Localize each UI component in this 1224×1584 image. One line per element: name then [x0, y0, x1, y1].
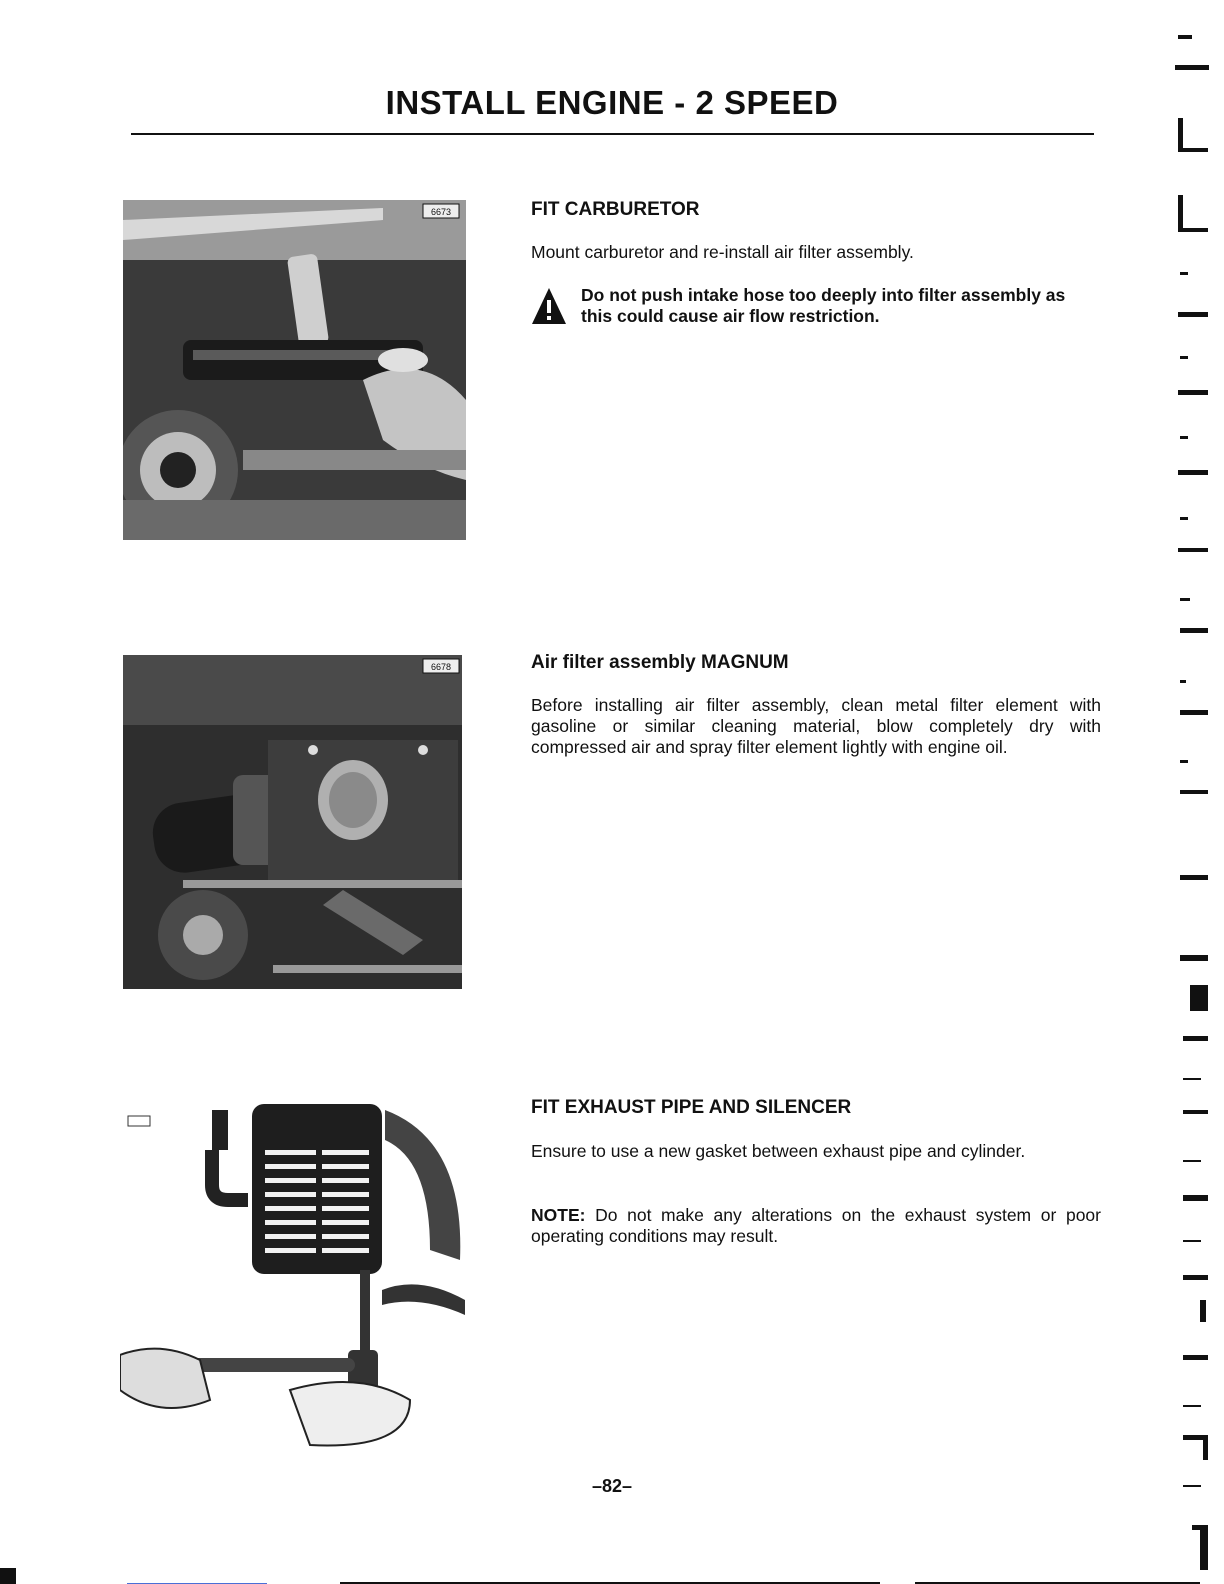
note-paragraph [531, 1205, 1101, 1247]
carburetor-photo-label: 6673 [430, 207, 452, 217]
section-heading-air-filter-magnum: Air filter assembly MAGNUM [531, 652, 789, 673]
air-filter-photo [123, 655, 462, 989]
air-filter-photo-label: 6678 [430, 662, 452, 672]
warning-triangle-icon [531, 287, 567, 325]
section-heading-fit-carburetor: FIT CARBURETOR [531, 199, 700, 220]
note-text: Do not make any alterations on the exhaust system or poor operating conditions may result. [531, 1205, 1101, 1246]
page-title: INSTALL ENGINE - 2 SPEED [385, 84, 839, 121]
page-number: –82– [591, 1476, 633, 1496]
warning-box [531, 285, 1101, 327]
section-text-air-filter-magnum: Before installing air filter assembly, clean metal filter element with gasoline or similar cleaning material, blow completely dry with compressed air and spray filter element lightly with engine oil. [531, 695, 1101, 757]
warning-text: Do not push intake hose too deeply into filter assembly as this could cause air flow restriction. [581, 285, 1066, 326]
note-label: NOTE: [531, 1205, 586, 1225]
section-text-fit-carburetor: Mount carburetor and re-install air filter assembly. [531, 242, 914, 262]
section-heading-fit-exhaust: FIT EXHAUST PIPE AND SILENCER [531, 1097, 852, 1118]
exhaust-pipe-illustration [120, 1100, 465, 1450]
carburetor-photo [123, 200, 466, 540]
title-rule [131, 133, 1094, 135]
section-text-fit-exhaust: Ensure to use a new gasket between exhaust pipe and cylinder. [531, 1141, 1026, 1161]
